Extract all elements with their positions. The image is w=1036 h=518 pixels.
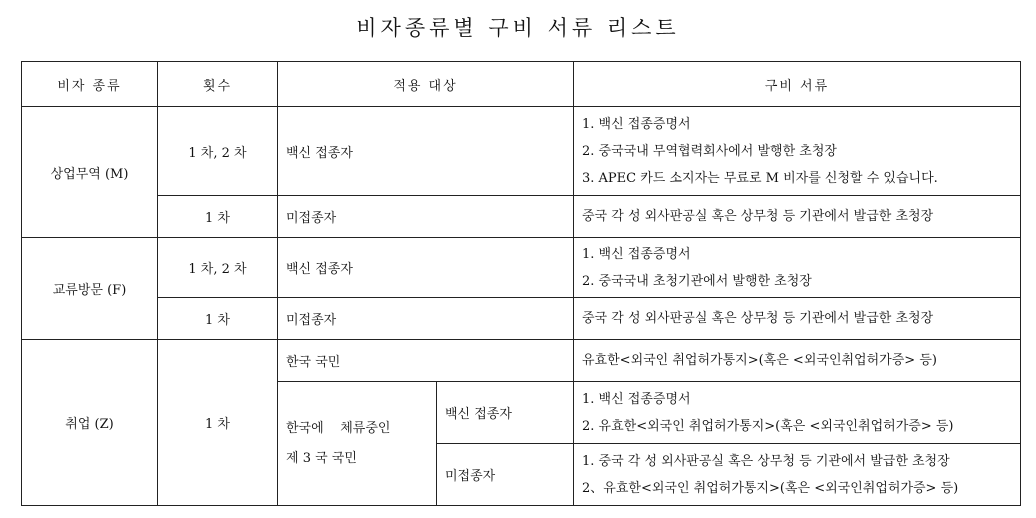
- documents-cell: [574, 238, 1021, 298]
- documents-cell: [574, 382, 1021, 444]
- header-documents: 구비 서류: [574, 62, 1021, 107]
- table-row: [22, 340, 1021, 382]
- document-item: 1. 백신 접종증명서: [582, 391, 691, 407]
- table-row: [22, 298, 1021, 340]
- target-line: 제 3 국 국민: [286, 450, 357, 466]
- count-cell: 1 차: [158, 340, 278, 506]
- document-item: 2、유효한<외국인 취업허가통지>(혹은 <외국인취업허가증> 등): [582, 480, 959, 496]
- count-cell: 1 차: [158, 196, 278, 238]
- header-visa-type: 비자 종류: [22, 62, 158, 107]
- count-cell: 1 차: [158, 298, 278, 340]
- count-cell: 1 차, 2 차: [158, 107, 278, 196]
- document-item: 1. 백신 접종증명서: [582, 246, 691, 262]
- header-count: 횟수: [158, 62, 278, 107]
- visa-type-cell: 취업 (Z): [22, 340, 158, 506]
- sub-target-cell: 백신 접종자: [437, 382, 574, 444]
- documents-cell: [574, 444, 1021, 506]
- target-cell: 백신 접종자: [278, 238, 574, 298]
- table-header-row: [22, 62, 1021, 107]
- target-cell: [278, 382, 437, 506]
- count-cell: 1 차, 2 차: [158, 238, 278, 298]
- document-item: 1. 백신 접종증명서: [582, 116, 691, 132]
- visa-type-cell: 교류방문 (F): [22, 238, 158, 340]
- document-item: 2. 중국국내 무역협력회사에서 발행한 초청장: [582, 143, 837, 159]
- table-row: [22, 107, 1021, 196]
- visa-type-cell: 상업무역 (M): [22, 107, 158, 238]
- target-cell: 미접종자: [278, 298, 574, 340]
- document-item: 유효한<외국인 취업허가통지>(혹은 <외국인취업허가증> 등): [582, 353, 937, 368]
- documents-cell: [574, 107, 1021, 196]
- target-cell: 한국 국민: [278, 340, 574, 382]
- table-row: [22, 196, 1021, 238]
- document-item: 2. 중국국내 초청기관에서 발행한 초청장: [582, 273, 812, 289]
- target-cell: 미접종자: [278, 196, 574, 238]
- target-cell: 백신 접종자: [278, 107, 574, 196]
- sub-target-cell: 미접종자: [437, 444, 574, 506]
- visa-documents-table: [21, 61, 1021, 506]
- document-item: 1. 중국 각 성 외사판공실 혹은 상무청 등 기관에서 발급한 초청장: [582, 453, 950, 469]
- document-item: 중국 각 성 외사판공실 혹은 상무청 등 기관에서 발급한 초청장: [582, 209, 934, 224]
- documents-cell: [574, 298, 1021, 340]
- document-item: 중국 각 성 외사판공실 혹은 상무청 등 기관에서 발급한 초청장: [582, 311, 934, 326]
- table-row: [22, 238, 1021, 298]
- page-title: 비자종류별 구비 서류 리스트: [356, 16, 680, 40]
- header-target: 적용 대상: [278, 62, 574, 107]
- target-line: 한국에 체류중인: [286, 420, 391, 436]
- documents-cell: [574, 340, 1021, 382]
- document-item: 3. APEC 카드 소지자는 무료로 M 비자를 신청할 수 있습니다.: [582, 170, 938, 186]
- document-item: 2. 유효한<외국인 취업허가통지>(혹은 <외국인취업허가증> 등): [582, 418, 954, 434]
- documents-cell: [574, 196, 1021, 238]
